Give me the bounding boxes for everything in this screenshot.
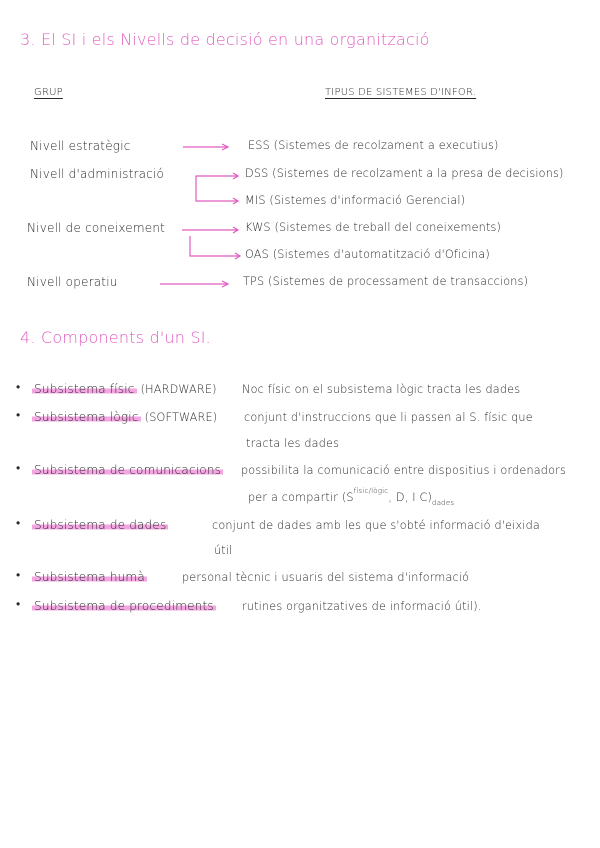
bullet: • [16, 408, 21, 422]
bullet: • [16, 516, 21, 530]
component-communications-term: Subsistema de comunicacions [34, 463, 222, 477]
level-knowledge: Nivell de coneixement [27, 221, 166, 235]
column-header-systems: TIPUS DE SISTEMES D'INFOR. [325, 87, 477, 98]
component-human-term: Subsistema humà [34, 570, 145, 584]
component-communications-desc: possibilita la comunicació entre dispositius i ordenadors [241, 464, 566, 477]
component-physical-term: Subsistema físic [34, 382, 135, 396]
level-strategic: Nivell estratègic [30, 139, 131, 153]
bullet: • [16, 461, 21, 475]
component-procedures [32, 599, 216, 613]
component-physical-extra: (HARDWARE) [140, 383, 217, 396]
component-data-desc: conjunt de dades amb les que s'obté informació d'eixida [212, 519, 540, 532]
level-administration: Nivell d'administració [30, 167, 165, 181]
component-physical-desc: Noc físic on el subsistema lògic tracta les dades [242, 383, 521, 396]
component-logical-desc: conjunt d'instruccions que li passen al S. físic que [244, 411, 533, 424]
component-human-desc: personal tècnic i usuaris del sistema d'informació [182, 571, 470, 584]
system-tps: TPS (Sistemes de processament de transaccions) [243, 275, 529, 288]
system-mis: MIS (Sistemes d'informació Gerencial) [245, 194, 466, 207]
system-kws: KWS (Sistemes de treball del coneixements) [245, 221, 502, 234]
section-3-title: 3. El SI i els Nivells de decisió en una organització [20, 30, 430, 49]
component-logical-term: Subsistema lògic [34, 410, 139, 424]
system-oas: OAS (Sistemes d'automatització d'Oficina) [245, 248, 490, 261]
component-logical-extra: (SOFTWARE) [144, 411, 218, 424]
component-data-term: Subsistema de dades [34, 518, 167, 532]
component-human [32, 570, 147, 584]
section-4-title: 4. Components d'un SI. [20, 328, 211, 347]
component-communications-desc-cont: per a compartir ($S^{físic/lògic}$, D, I $C)_{dades}$ [248, 487, 455, 507]
bullet: • [16, 568, 21, 582]
level-operational: Nivell operatiu [27, 275, 118, 289]
component-data [32, 518, 168, 532]
arrow-admin-mis [196, 187, 238, 201]
component-logical-desc-cont: tracta les dades [246, 437, 340, 450]
bullet: • [16, 597, 21, 611]
column-header-group: GRUP [34, 87, 63, 98]
arrow-knowledge-oas [190, 236, 240, 256]
component-procedures-term: Subsistema de procediments [34, 599, 214, 613]
system-dss: DSS (Sistemes de recolzament a la presa de decisions) [245, 167, 564, 180]
component-communications [32, 463, 223, 477]
bullet: • [16, 380, 21, 394]
arrow-admin-dss [196, 176, 238, 187]
component-physical [32, 382, 217, 396]
component-procedures-desc: rutines organitzatives de informació útil). [242, 600, 482, 613]
system-ess: ESS (Sistemes de recolzament a executius) [248, 139, 499, 152]
component-logical [32, 410, 217, 424]
component-data-desc-cont: útil [214, 544, 233, 557]
